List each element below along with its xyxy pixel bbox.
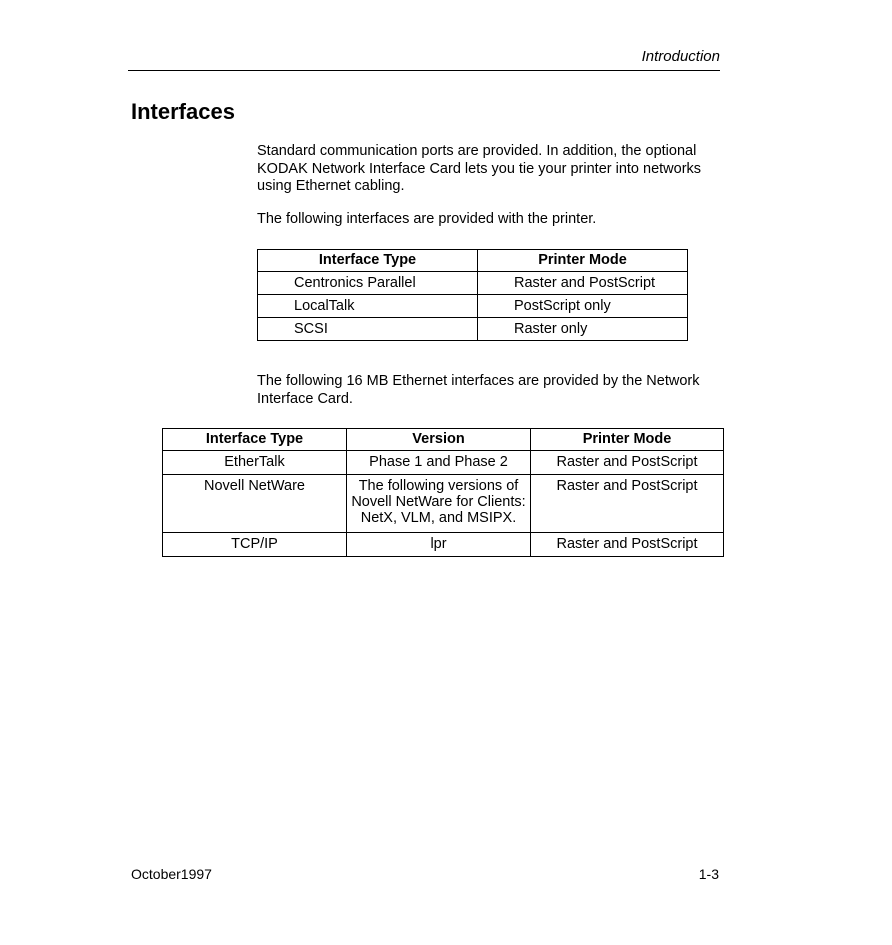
table-header-cell: Interface Type [163, 429, 347, 451]
intro-paragraph: Standard communication ports are provided. In addition, the optional KODAK Network Interface Card lets you tie your printer into networks using Ethernet cabling. [257, 143, 702, 194]
table-header-cell: Printer Mode [478, 250, 688, 272]
table-row [163, 451, 724, 475]
table-row [258, 318, 688, 341]
table-header-cell: Version [347, 429, 531, 451]
ethernet-interfaces-table [162, 428, 724, 557]
table-row [258, 295, 688, 318]
table-cell: SCSI [258, 318, 478, 341]
page-title: Interfaces [131, 99, 235, 124]
page-number: 1-3 [698, 866, 719, 882]
table-header-row [258, 250, 688, 272]
table-cell: Raster only [478, 318, 688, 341]
table-cell: PostScript only [478, 295, 688, 318]
table-row [163, 533, 724, 557]
table-cell: Novell NetWare [163, 475, 347, 533]
table-cell: Raster and PostScript [531, 451, 724, 475]
table-cell: Raster and PostScript [531, 533, 724, 557]
table-header-cell: Printer Mode [531, 429, 724, 451]
table-cell: Raster and PostScript [478, 272, 688, 295]
table-row [163, 475, 724, 533]
table-cell: lpr [347, 533, 531, 557]
table-cell: Phase 1 and Phase 2 [347, 451, 531, 475]
header-rule [128, 70, 720, 71]
table-cell: EtherTalk [163, 451, 347, 475]
table-header-cell: Interface Type [258, 250, 478, 272]
table-cell: Centronics Parallel [258, 272, 478, 295]
table-header-row [163, 429, 724, 451]
table-row [258, 272, 688, 295]
footer-date: October1997 [131, 866, 212, 882]
table1-intro: The following interfaces are provided with the printer. [257, 211, 597, 227]
table-cell: Raster and PostScript [531, 475, 724, 533]
table-cell: TCP/IP [163, 533, 347, 557]
running-header: Introduction [641, 48, 720, 65]
table2-intro: The following 16 MB Ethernet interfaces are provided by the Network Interface Card. [257, 373, 700, 407]
table-cell: The following versions of Novell NetWare for Clients: NetX, VLM, and MSIPX. [347, 475, 531, 533]
printer-interfaces-table [257, 249, 688, 341]
table-cell: LocalTalk [258, 295, 478, 318]
